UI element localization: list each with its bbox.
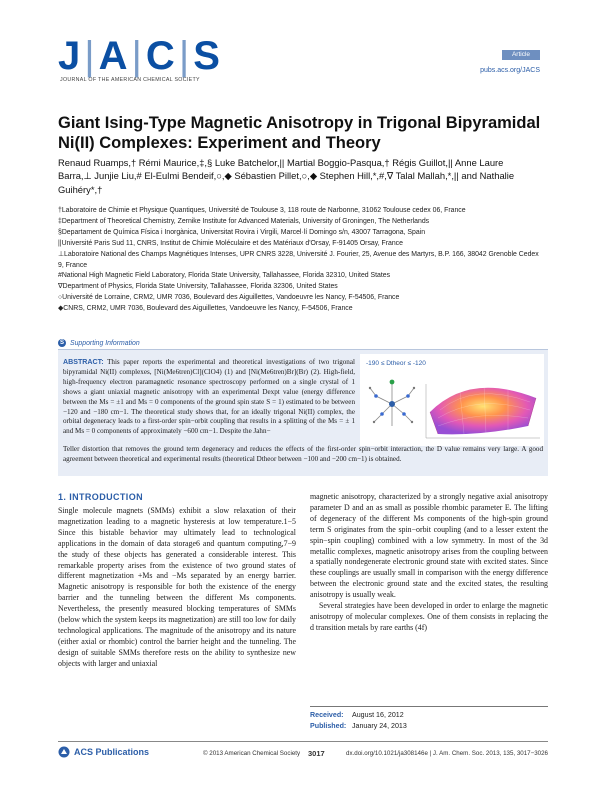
section-heading: 1. INTRODUCTION (58, 492, 144, 502)
publication-dates (310, 706, 548, 736)
published-label: Published: (310, 722, 347, 730)
abstract-box (58, 349, 548, 476)
publisher-logo (58, 746, 149, 758)
affiliation: #National High Magnetic Field Laboratory, Florida State University, Tallahassee, Florida 32310, United States (58, 272, 391, 280)
article-title: Giant Ising-Type Magnetic Anisotropy in Trigonal Bipyramidal Ni(II) Complexes: Experiment and Theory (58, 114, 541, 152)
journal-masthead (58, 34, 223, 84)
footer-divider (58, 741, 548, 742)
affiliation: ‡Department of Theoretical Chemistry, Zernike Institute for Advanced Materials, University of Groningen, The Netherlands (58, 217, 430, 225)
author-list: Renaud Ruamps,† Rémi Maurice,‡,§ Luke Batchelor,|| Martial Boggio-Pasqua,† Régis Guillot,|| Anne Laure Barra,⊥ Junjie Liu,# El-Eulmi Bendeif,○,◆ Sébastien Pillet,○,◆ Stephen Hill,*,#,∇ Talal Mallah,*,|| and Nathalie Guihéry*,† (58, 157, 515, 195)
affiliation: ||Université Paris Sud 11, CNRS, Institut de Chimie Moléculaire et des Matériaux d'Orsay, F-91405 Orsay, France (58, 239, 403, 247)
affiliations (58, 206, 543, 315)
affiliation: ◆CNRS, CRM2, UMR 7036, Boulevard des Aiguillettes, Vandoeuvre les Nancy, F-54506, France (58, 305, 353, 313)
affiliation: ○Université de Lorraine, CRM2, UMR 7036, Boulevard des Aiguillettes, Vandoeuvre les Nancy, F-54506, France (58, 294, 400, 302)
affiliation: †Laboratoire de Chimie et Physique Quantiques, Université de Toulouse 3, 118 route de Narbonne, 31062 Toulouse cedex 06, France (58, 207, 466, 214)
affiliation: ⊥Laboratoire National des Champs Magnétiques Intenses, UPR CNRS 3228, Université J. Fourier, 25, Avenue des Martyrs, B.P. 166, 38042 Grenoble Cedex 9, France (58, 250, 541, 269)
toc-graphic (360, 354, 544, 446)
paragraph: magnetic anisotropy, characterized by a strongly negative axial anisotropy parameter D and an as small as possible rhombic parameter E. The lifting of degeneracy of the different Ms components of the high-spin ground term S originates from the spin−orbit coupling (and to a lesser extent the spin−spin coupling) combined with a low symmetry. In most of the 3d metallic complexes, magnetic anisotropy arises from the coupling between a spatially nondegenerate electronic ground state with excited states. Since these couplings are usually small in comparison with the energy difference between the electronic ground state and the excited states, the resulting anisotropy is usually weak. (310, 492, 548, 600)
abstract-body: This paper reports the experimental and theoretical investigations of two trigonal bipyramidal Ni(II) complexes, [Ni(Me6tren)Cl](ClO4) (1) and [Ni(Me6tren)Br](Br) (2). High-field, high-frequency electron paramagnetic resonance spectroscopy performed on a single crystal of 1 shows a giant uniaxial magnetic anisotropy with an experimental Dexpt value (energy difference between the Ms = ±1 and Ms = 0 components of the ground spin state S = 1) estimated to be between −120 and −180 cm−1. The theoretical study shows that, for an ideally trigonal Ni(II) complex, the orbital degeneracy leads to a first-order spin−orbit coupling that results in a splitting of the Ms = ± 1 and Ms = 0 components of approximately −600 cm−1. Despite the Jahn− (63, 358, 355, 436)
journal-tagline: JOURNAL OF THE AMERICAN CHEMICAL SOCIETY (60, 77, 200, 83)
publisher-name: ACS Publications (74, 747, 150, 757)
toc-graphic-label: -190 ≤ Dtheor ≤ -120 (366, 360, 426, 367)
paragraph: Single molecule magnets (SMMs) exhibit a slow relaxation of their magnetization leading to a magnetic hysteresis at low temperature.1−5 Since this bistable behavior may ultimately lead to technological applications in the domain of data storage6 and quantum computing,7−9 the study of these objects has generated a considerable interest. This remarkable property arises from the existence of two ground states of different magnetization +Ms and −Ms separated by an energy barrier. Magnetic anisotropy is responsible for both the existence of the energy barrier and the tunneling between the different Ms components. Nevertheless, the presently measured blocking temperatures of SMMs (below which the system keeps its magnetization) are still too low for daily technological applications. The magnitude of the anisotropy and its nature (either axial or rhombic) control the barrier height and the tunneling. The design of suitable SMMs therefore rests on the ability to synthesize new objects with larger and uniaxial (58, 506, 296, 668)
paragraph: Several strategies have been developed in order to enlarge the magnetic anisotropy of molecular complexes. One of them consists in replacing the d transition metals by rare earths (4f) (310, 601, 548, 632)
jacs-logo: J|A|C|S (58, 34, 223, 78)
page-number: 3017 (308, 749, 325, 758)
copyright: © 2013 American Chemical Society (203, 750, 301, 757)
supporting-info[interactable] (58, 339, 140, 347)
body-column-left (58, 506, 296, 670)
affiliation: ∇Department of Physics, Florida State University, Tallahassee, Florida 32306, United States (58, 283, 338, 291)
acs-logo-icon (58, 746, 70, 758)
received-label: Received: (310, 711, 344, 719)
energy-surface-plot (426, 384, 540, 438)
abstract-text (63, 358, 355, 437)
abstract-label: ABSTRACT: (63, 358, 104, 366)
page-footer (58, 746, 548, 760)
affiliation: §Departament de Química Física i Inorgànica, Universitat Rovira i Virgili, Marcel·lí Domingo s/n, 43007 Tarragona, Spain (58, 228, 426, 236)
doi-citation[interactable]: dx.doi.org/10.1021/ja308146e | J. Am. Chem. Soc. 2013, 135, 3017−3026 (346, 750, 548, 757)
supporting-info-icon: S (59, 340, 64, 346)
supporting-info-link[interactable]: Supporting Information (70, 339, 140, 347)
published-date: January 24, 2013 (352, 722, 407, 730)
abstract-tail: Teller distortion that removes the ground term degeneracy and reduces the effects of the first-order spin−orbit interaction, the D value remains very large. A good agreement between theoretical and experimental results (theoretical Dtheor between −100 and −200 cm−1) is obtained. (63, 445, 543, 463)
received-date: August 16, 2012 (352, 711, 404, 719)
body-column-right (310, 492, 548, 634)
journal-url-link[interactable]: pubs.acs.org/JACS (480, 67, 540, 74)
article-type-tab: Article (502, 50, 540, 60)
